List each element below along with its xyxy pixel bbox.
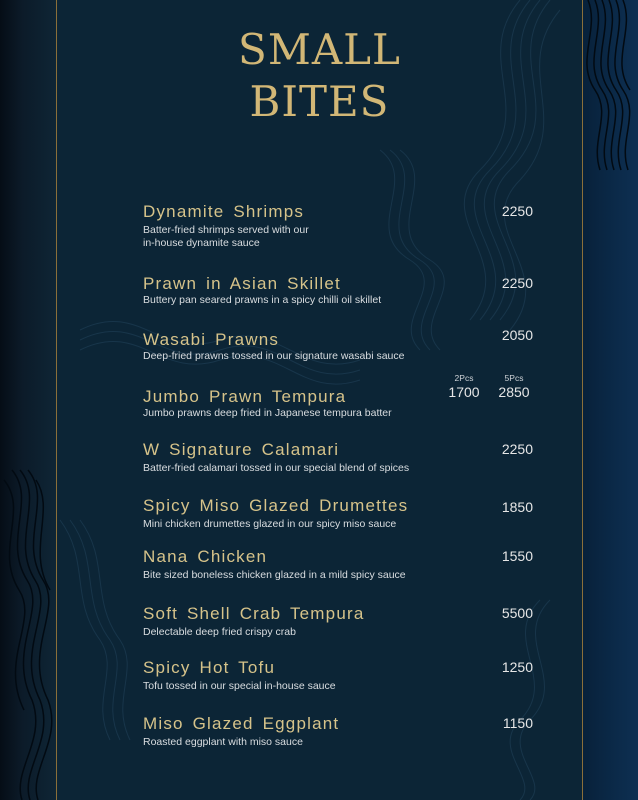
price-option-5pcs [495, 373, 533, 401]
page-title-line-2: BITES [249, 77, 390, 126]
price-option-label: 5Pcs [504, 373, 524, 383]
item-name: Spicy Hot Tofu [143, 658, 276, 677]
item-description: Delectable deep fried crispy crab [143, 626, 296, 638]
menu-item [143, 202, 533, 250]
price-option-2pcs [446, 373, 482, 401]
menu-item [143, 373, 533, 420]
item-name: Spicy Miso Glazed Drumettes [143, 496, 409, 515]
menu-item [143, 547, 533, 582]
item-price: 1150 [502, 715, 533, 731]
right-border-strip [583, 0, 638, 800]
price-option-value: 2850 [498, 384, 530, 400]
item-name: Jumbo Prawn Tempura [143, 387, 347, 406]
item-name: W Signature Calamari [143, 440, 340, 459]
item-price: 1550 [501, 548, 533, 564]
price-option-label: 2Pcs [454, 373, 474, 383]
item-price: 1250 [501, 659, 533, 675]
left-border-strip [0, 0, 56, 800]
item-name: Soft Shell Crab Tempura [143, 604, 365, 623]
item-price: 2250 [501, 203, 533, 219]
item-name: Dynamite Shrimps [143, 202, 305, 221]
item-price: 2250 [501, 275, 533, 291]
menu-item [143, 440, 533, 475]
item-description: Bite sized boneless chicken glazed in a mild spicy sauce [143, 569, 406, 581]
item-description: Batter-fried shrimps served with our in-house dynamite sauce [143, 224, 309, 249]
menu-item [143, 714, 533, 749]
menu-item [143, 658, 533, 693]
menu-item [143, 327, 533, 363]
item-name: Miso Glazed Eggplant [143, 714, 340, 733]
item-name: Wasabi Prawns [143, 330, 280, 349]
item-description: Deep-fried prawns tossed in our signature wasabi sauce [143, 350, 405, 362]
item-name: Nana Chicken [143, 547, 268, 566]
page-title-line-1: SMALL [238, 25, 401, 74]
item-price: 1850 [501, 499, 533, 515]
item-description: Batter-fried calamari tossed in our special blend of spices [143, 462, 410, 474]
item-price: 5500 [501, 605, 533, 621]
item-price: 2250 [501, 441, 533, 457]
menu-item [143, 604, 533, 639]
item-description: Mini chicken drumettes glazed in our spicy miso sauce [143, 518, 397, 530]
item-description: Roasted eggplant with miso sauce [143, 736, 303, 748]
item-price: 2050 [501, 327, 533, 343]
menu-item [143, 274, 533, 307]
item-description: Tofu tossed in our special in-house sauce [143, 680, 336, 692]
menu-item [143, 496, 533, 531]
item-name: Prawn in Asian Skillet [143, 274, 341, 293]
price-option-value: 1700 [448, 384, 480, 400]
item-description: Jumbo prawns deep fried in Japanese tempura batter [143, 407, 392, 419]
item-description: Buttery pan seared prawns in a spicy chilli oil skillet [143, 294, 382, 306]
